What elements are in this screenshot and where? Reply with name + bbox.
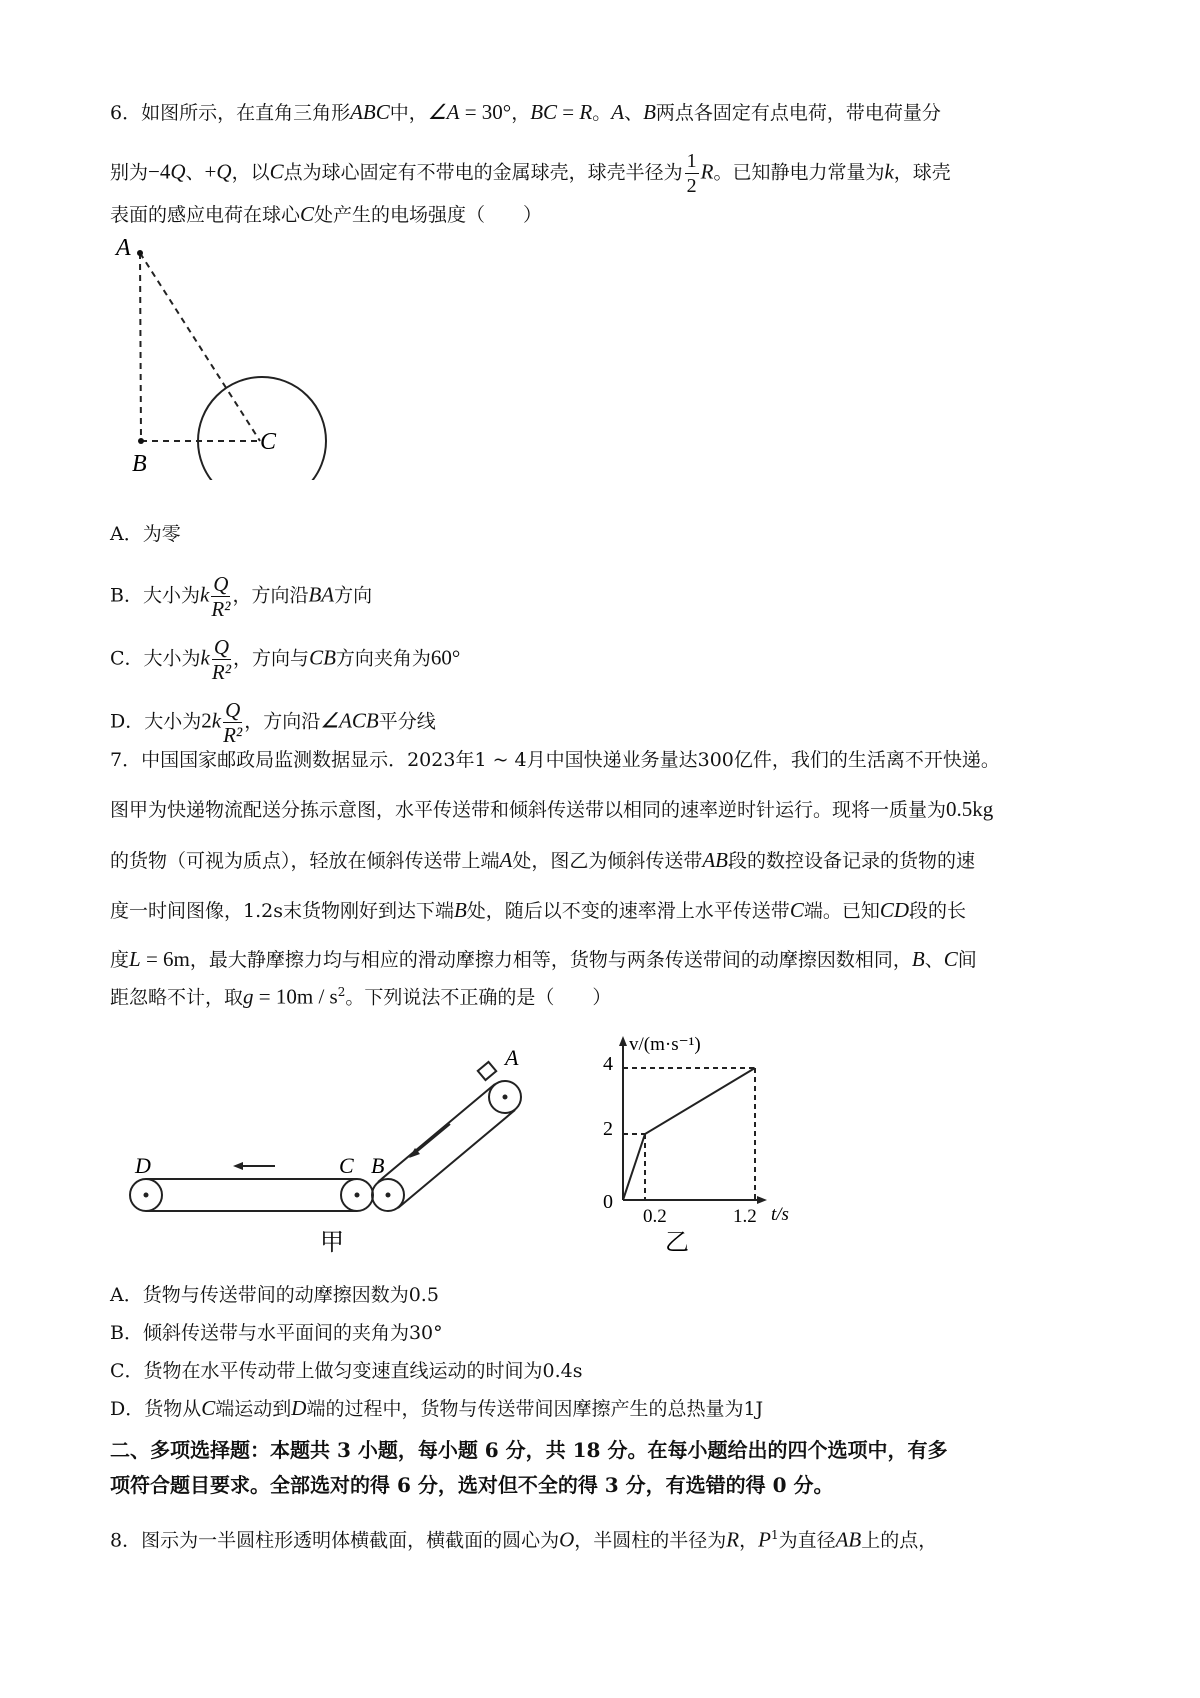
math-symbol: A [499,848,513,872]
math-symbol: Q [170,159,186,184]
math-symbol: k [211,708,222,733]
text-segment: D．货物从 [110,1398,202,1420]
text-segment: 间 [957,949,977,971]
text-segment: 。下列说法不正确的是（ ） [345,986,612,1009]
math-symbol: k [199,582,210,607]
text-segment: D．大小为 [110,710,202,733]
q6-line [110,149,951,198]
denominator: R² [211,597,231,621]
caption-yi: 乙 [665,1230,689,1255]
math-symbol: ABC [350,100,390,124]
q7-line [110,980,611,1009]
math-symbol: k [884,159,894,184]
denominator: R² [223,723,243,747]
text-segment: B．倾斜传送带与水平面间的夹角为30° [110,1322,443,1344]
text-segment: 表面的感应电荷在球心 [110,204,301,226]
text-segment: = 10m / s [253,984,338,1009]
text-segment: 8．图示为一半圆柱形透明体横截面，横截面的圆心为 [110,1529,560,1552]
y-tick-2: 2 [603,1118,613,1140]
text-segment: 7．中国国家邮政局监测数据显示．2023年1 ~ 4月中国快递业务量达300亿件，我们的生活离不开快递。 [110,749,1000,771]
text-segment: = 6m [140,947,190,971]
text-segment: 方向夹角为 [335,647,431,670]
math-symbol: C [269,159,284,184]
x-tick-1.2: 1.2 [733,1206,757,1227]
math-symbol: P [758,1527,771,1552]
label-A: A [505,1045,519,1070]
text-segment: 0.5kg [946,797,994,821]
math-symbol: Q [216,159,232,184]
text-segment: 的货物（可视为质点），轻放在倾斜传送带上端 [110,850,500,872]
fraction [212,635,231,684]
q7-line [110,947,977,972]
numerator: Q [225,698,241,722]
q7-line [110,898,966,923]
text-segment: 度 [110,949,130,971]
math-symbol: CD [879,898,910,922]
math-symbol: k [200,645,210,670]
text-segment: ，球壳 [893,161,951,184]
text-segment: 两点各固定有点电荷，带电荷量分 [655,102,941,124]
text-segment: 处，随后以不变的速率滑上水平传送带 [466,900,790,922]
text-segment: ，以 [231,161,270,184]
denominator: 2 [686,175,697,197]
text-segment: = [557,100,580,124]
label-B: B [371,1153,385,1178]
math-symbol: ∠A [427,100,460,124]
text-segment: 端的过程中，货物与传送带间因摩擦产生的总热量为1J [306,1398,764,1420]
text-segment: ，方向沿 [232,584,309,607]
x-axis-label: t/s [771,1204,789,1225]
q7-option-d [110,1396,763,1421]
text-segment: 点为球心固定有不带电的金属球壳，球壳半径为 [283,161,683,184]
text-segment: 上的点， [861,1529,938,1552]
q6-line [110,100,941,125]
numerator: 1 [686,150,697,172]
section-heading: 二、多项选择题：本题共 3 小题，每小题 6 分，共 18 分。在每小题给出的四个选项中，有多 [110,1438,948,1462]
fraction [685,149,699,198]
q6-triangle-figure [110,235,350,480]
math-symbol: D [291,1396,307,1420]
q6-option-b [110,572,372,621]
math-symbol: B [911,947,925,971]
text-segment: ， [511,102,531,124]
text-segment: 2 [337,985,346,999]
math-symbol: BA [308,582,335,607]
text-segment: C．大小为 [110,647,201,670]
text-segment: C．货物在水平传动带上做匀变速直线运动的时间为0.4s [110,1360,583,1382]
q7-line [110,748,1000,772]
text-segment: 1 [770,1528,779,1542]
math-symbol: CB [309,645,336,670]
text-segment: 。 [592,102,612,124]
text-segment: 距忽略不计，取 [110,986,244,1009]
text-segment: ，方向与 [233,647,310,670]
math-symbol: C [943,947,958,971]
math-symbol: L [129,947,141,971]
text-segment: 方向 [334,584,373,607]
conveyor-figure-jia [125,1035,545,1260]
text-segment: 。已知静电力常量为 [713,161,885,184]
math-symbol: ∠ACB [320,708,379,733]
section-heading: 项符合题目要求。全部选对的得 6 分，选对但不全的得 3 分，有选错的得 0 分。 [110,1473,834,1497]
q6-line [110,202,542,227]
fraction [211,572,230,621]
text-segment: −4 [148,159,171,184]
text-segment: 处，图乙为倾斜传送带 [512,850,703,872]
math-symbol: R [726,1527,740,1552]
label-C: C [260,429,277,455]
text-segment: 处产生的电场强度（ ） [314,204,543,226]
math-symbol: AB [835,1527,862,1552]
text-segment: + [204,159,217,184]
label-D: D [135,1153,151,1178]
math-symbol: g [243,984,254,1009]
q6-option-a [110,522,181,546]
math-symbol: C [201,1396,216,1420]
text-segment: 度一时间图像，1.2s末货物刚好到达下端 [110,900,454,922]
y-axis-label: v/(m·s⁻¹) [629,1034,701,1055]
text-segment: 平分线 [378,710,436,733]
math-symbol: C [789,898,804,922]
q7-option-c [110,1359,583,1383]
text-segment: ，最大静摩擦力均与相应的滑动摩擦力相等，货物与两条传送带间的动摩擦因数相同， [189,949,912,971]
y-tick-4: 4 [603,1053,613,1075]
text-segment: 、 [924,949,944,971]
math-symbol: R [579,100,593,124]
math-symbol: BC [530,100,558,124]
math-symbol: B [453,898,467,922]
text-segment: 中， [389,102,428,124]
label-B: B [132,451,147,477]
q6-option-c [110,635,460,684]
text-segment: = 30° [459,100,512,124]
caption-jia: 甲 [320,1230,344,1256]
text-segment: A．货物与传送带间的动摩擦因数为0.5 [110,1284,439,1306]
text-segment: B．大小为 [110,584,200,607]
numerator: Q [213,635,230,659]
text-segment: 端运动到 [215,1398,292,1420]
label-C: C [339,1153,354,1178]
text-segment: 2 [201,708,212,733]
text-segment: 为直径 [778,1529,836,1552]
text-segment: 别为 [110,161,149,184]
text-segment: 段的数控设备记录的货物的速 [728,850,976,872]
text-segment: 端。已知 [803,900,880,922]
label-A: A [116,235,131,261]
math-symbol: R [700,159,714,184]
q7-option-b [110,1321,443,1345]
fraction [223,698,242,747]
x-tick-0.2: 0.2 [643,1206,667,1227]
q7-line [110,848,975,873]
text-segment: ，方向沿 [244,710,321,733]
vt-graph-yi [585,1030,815,1255]
text-segment: 6．如图所示，在直角三角形 [110,102,351,124]
q8-line [110,1523,937,1552]
text-segment: 图甲为快递物流配送分拣示意图，水平传送带和倾斜传送带以相同的速率逆时针运行。现将一质量为 [110,799,947,821]
math-symbol: A [611,100,625,124]
q6-option-d [110,698,436,747]
text-segment: 段的长 [909,900,967,922]
y-tick-0: 0 [603,1191,613,1213]
math-symbol: AB [702,848,729,872]
text-segment: ，半圆柱的半径为 [574,1529,727,1552]
math-symbol: C [300,202,315,226]
text-segment: 、 [185,161,205,184]
text-segment: 60° [430,645,461,670]
math-symbol: O [559,1527,575,1552]
q7-line [110,797,993,822]
q7-option-a [110,1283,439,1307]
math-symbol: B [643,100,656,124]
denominator: R² [211,660,232,684]
text-segment: 、 [624,102,644,124]
numerator: Q [213,572,229,596]
text-segment: ， [739,1529,759,1552]
text-segment: A．为零 [110,523,181,545]
